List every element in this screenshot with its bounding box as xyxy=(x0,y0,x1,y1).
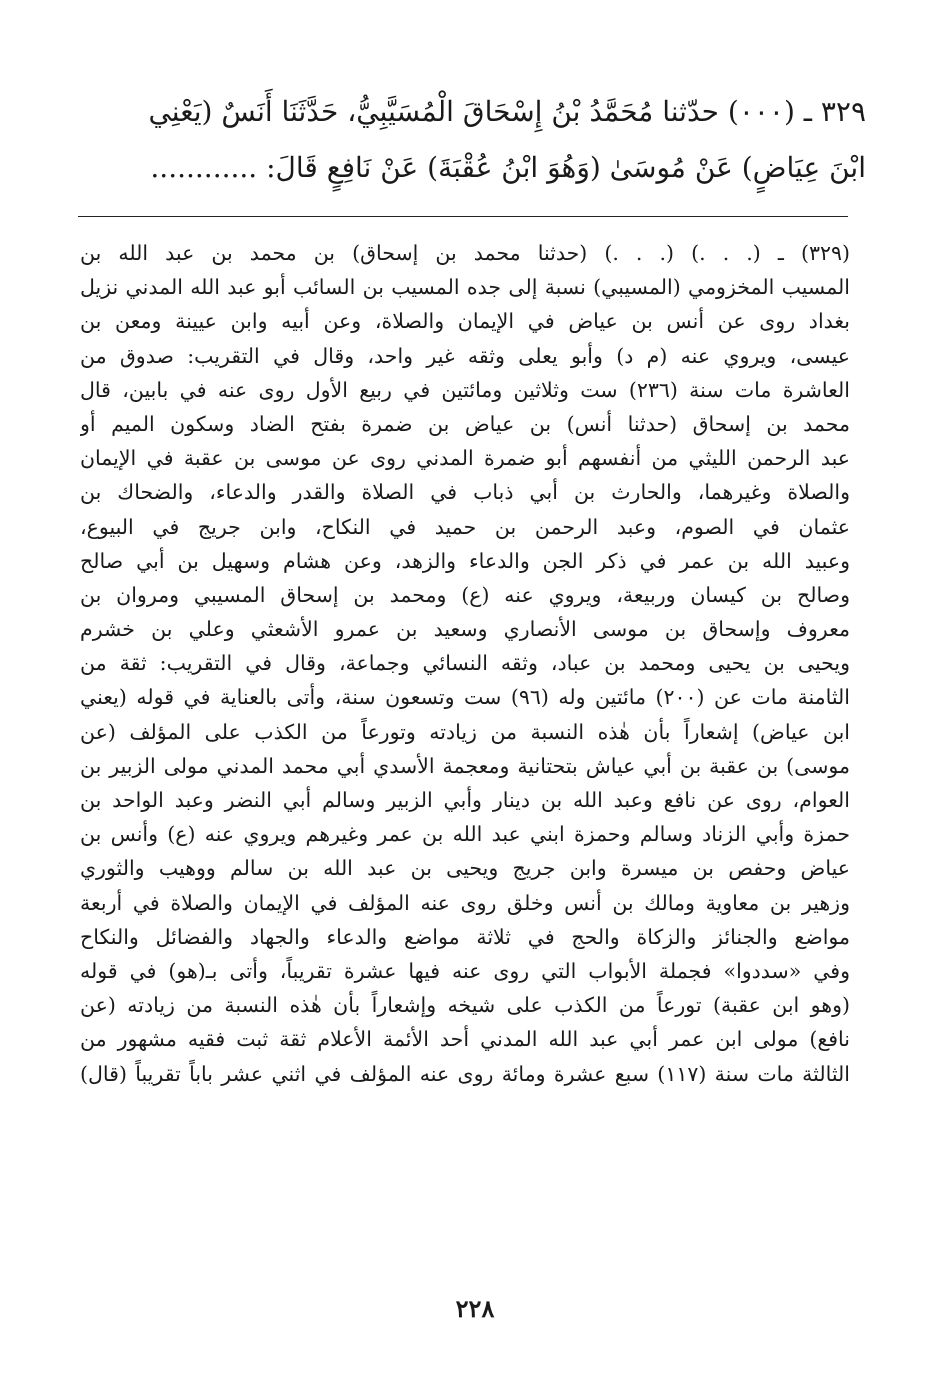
commentary-line: وفي «سددوا» فجملة الأبواب التي روى عنه فيها عشرة تقريباً، وأتى بـ(هو) في قوله xyxy=(80,958,850,983)
commentary-line: معروف وإسحاق بن موسى الأنصاري وسعيد بن عمرو الأشعثي وعلي بن خشرم xyxy=(80,617,850,642)
commentary-line: (وهو ابن عقبة) تورعاً من الكذب على شيخه وإشعاراً بأن هٰذه النسبة من زيادته (عن xyxy=(80,993,850,1018)
commentary-line: العوام، روى عن نافع وعبد الله بن دينار وأبي الزبير وسالم أبي النضر وعبد الواحد بن xyxy=(80,788,850,812)
hadith-line: ٣٢٩ ـ (٠٠٠) حدّثنا مُحَمَّدُ بْنُ إِسْحَاقَ الْمُسَيَّبِيُّ، حَدَّثَنَا أَنَسٌ (يَعْنِي xyxy=(148,95,866,128)
commentary-line: حمزة وأبي الزناد وسالم وحمزة ابني عبد الله بن عمر وغيرهم ويروي عنه (ع) وأنس بن xyxy=(80,822,850,847)
commentary-line: عيسى، ويروي عنه (م د) وأبو يعلى وثقه غير واحد، وقال في التقريب: صدوق من xyxy=(80,343,850,368)
commentary-line: عبد الرحمن الليثي من أنفسهم أبو ضمرة المدني روى عن موسى بن عقبة في الإيمان xyxy=(80,446,850,471)
commentary-text xyxy=(80,236,850,1091)
commentary-line: العاشرة مات سنة (٢٣٦) ست وثلاثين ومائتين في ربيع الأول روى عنه في بابين، قال xyxy=(80,377,850,402)
commentary-line: المسيب المخزومي (المسيبي) نسبة إلى جده المسيب بن السائب أبو عبد الله المدني نزيل xyxy=(80,275,850,300)
commentary-line: موسى) بن عقبة بن أبي عياش بتحتانية ومعجمة الأسدي أبي محمد المدني مولى الزبير بن xyxy=(80,753,850,778)
hadith-text xyxy=(78,84,866,196)
commentary-line: مواضع والجنائز والزكاة والحج في ثلاثة مواضع والدعاء والجهاد والفضائل والنكاح xyxy=(80,924,850,949)
page-number: ٢٢٨ xyxy=(455,1294,495,1323)
commentary-line: عثمان في الصوم، وعبد الرحمن بن حميد في النكاح، وابن جريج في البيوع، xyxy=(80,514,850,539)
commentary-line: وعبيد الله بن عمر في ذكر الجن والدعاء والزهد، وعن هشام وسهيل بن أبي صالح xyxy=(80,548,850,573)
commentary-line: عياض وحفص بن ميسرة وابن جريج ويحيى بن عبد الله بن سالم ووهيب والثوري xyxy=(80,856,850,881)
commentary-line: والصلاة وغيرهما، والحارث بن أبي ذباب في الصلاة والقدر والدعاء، والضحاك بن xyxy=(80,480,850,505)
commentary-line: الثالثة مات سنة (١١٧) سبع عشرة ومائة روى عنه المؤلف في اثني عشر باباً تقريباً (قال) xyxy=(80,1061,850,1086)
hadith-line: ابْنَ عِيَاضٍ) عَنْ مُوسَىٰ (وَهُوَ ابْنُ عُقْبَةَ) عَنْ نَافِعٍ قَالَ: ............ xyxy=(150,151,866,184)
section-divider xyxy=(78,216,848,217)
commentary-line: بغداد روى عن أنس بن عياض في الإيمان والصلاة، وعن أبيه وابن عيينة ومعن بن xyxy=(80,309,850,334)
commentary-line: الثامنة مات عن (٢٠٠) مائتين وله (٩٦) ست وتسعون سنة، وأتى بالعناية في قوله (يعني xyxy=(80,685,850,710)
commentary-line: ابن عياض) إشعاراً بأن هٰذه النسبة من زيادته وتورعاً من الكذب على المؤلف (عن xyxy=(80,719,850,744)
commentary-line: محمد بن إسحاق (حدثنا أنس) بن عياض بن ضمرة بفتح الضاد وسكون الميم أو xyxy=(80,411,850,436)
commentary-line: وصالح بن كيسان وربيعة، ويروي عنه (ع) ومحمد بن إسحاق المسيبي ومروان بن xyxy=(80,582,850,607)
commentary-line: نافع) مولى ابن عمر أبي عبد الله المدني أحد الأئمة الأعلام ثقة ثبت فقيه مشهور من xyxy=(80,1027,850,1052)
commentary-line: (٣٢٩) ـ (. . .) (. . .) (حدثنا محمد بن إسحاق) بن محمد بن عبد الله بن xyxy=(80,241,850,265)
commentary-line: ويحيى بن يحيى ومحمد بن عباد، وثقه النسائي وجماعة، وقال في التقريب: ثقة من xyxy=(80,651,850,676)
commentary-line: وزهير بن معاوية ومالك بن أنس وخلق روى عنه المؤلف في الإيمان والصلاة في أربعة xyxy=(80,890,850,915)
